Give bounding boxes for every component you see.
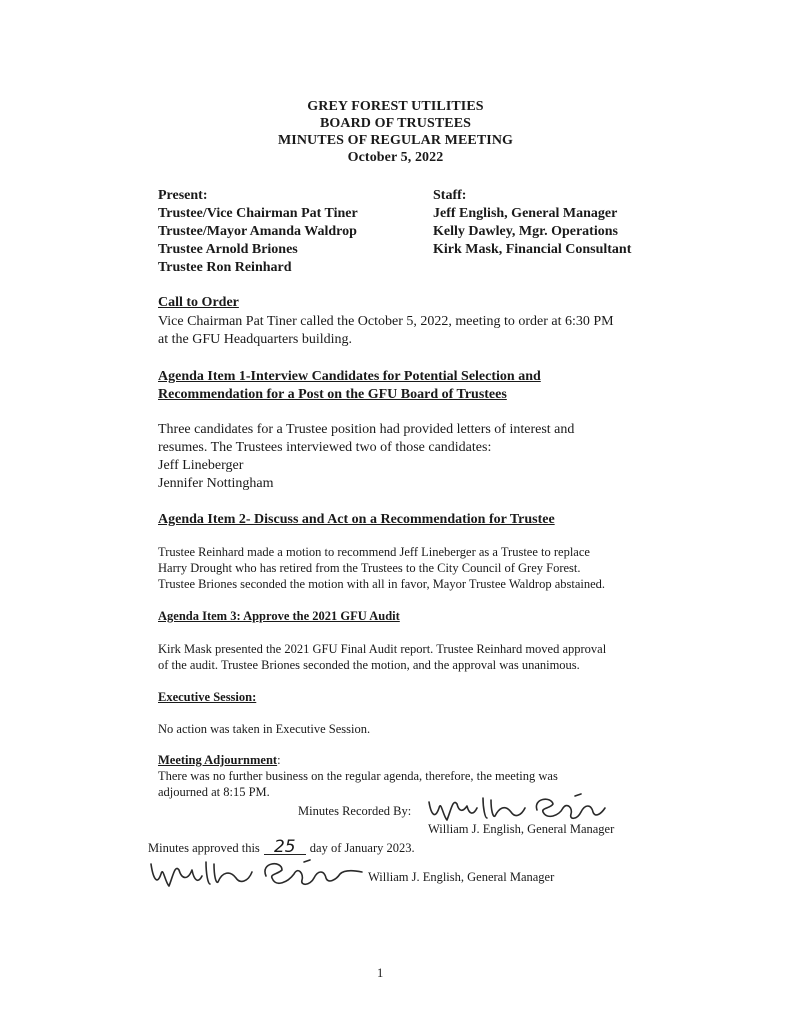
adjournment-heading: Meeting Adjournment: [158, 753, 278, 767]
adjournment-text: adjourned at 8:15 PM.: [158, 785, 270, 799]
agenda2-heading: Agenda Item 2- Discuss and Act on a Recommendation for Trustee: [158, 512, 555, 527]
present-heading: Present:: [158, 188, 208, 203]
approval-suffix: day of January 2023.: [309, 841, 415, 855]
approval-signer: William J. English, General Manager: [368, 870, 555, 884]
agenda2-text: Trustee Briones seconded the motion with all in favor, Mayor Trustee Waldrop abstained.: [158, 577, 606, 591]
present-member: Trustee/Vice Chairman Pat Tiner: [158, 206, 358, 221]
agenda3-heading: Agenda Item 3: Approve the 2021 GFU Audit: [158, 609, 400, 623]
agenda3-text: Kirk Mask presented the 2021 GFU Final Audit report. Trustee Reinhard moved approval: [158, 642, 607, 656]
staff-heading: Staff:: [433, 188, 467, 203]
doc-title: MINUTES OF REGULAR MEETING: [277, 133, 514, 148]
agenda1-heading: Agenda Item 1-Interview Candidates for Potential Selection and: [158, 369, 541, 384]
recorded-by-label: Minutes Recorded By:: [298, 804, 412, 818]
call-to-order-text: at the GFU Headquarters building.: [158, 332, 353, 347]
approval-prefix: Minutes approved this: [148, 841, 260, 855]
adjournment-colon: :: [277, 753, 281, 767]
recorded-by-signer: William J. English, General Manager: [428, 822, 615, 836]
staff-member: Kirk Mask, Financial Consultant: [433, 242, 632, 257]
approval-line: [148, 837, 415, 857]
present-member: Trustee Ron Reinhard: [158, 260, 292, 275]
staff-member: Kelly Dawley, Mgr. Operations: [433, 224, 618, 239]
board-title: BOARD OF TRUSTEES: [319, 116, 472, 131]
agenda1-text: Three candidates for a Trustee position had provided letters of interest and: [158, 422, 575, 437]
adjournment-heading-row: [158, 753, 281, 768]
agenda2-text: Harry Drought who has retired from the Trustees to the City Council of Grey Forest.: [158, 561, 581, 575]
signature-approved: [148, 856, 368, 890]
call-to-order-heading: Call to Order: [158, 295, 239, 310]
present-member: Trustee Arnold Briones: [158, 242, 298, 257]
approval-day: 25: [264, 840, 306, 855]
executive-text: No action was taken in Executive Session.: [158, 722, 371, 736]
staff-member: Jeff English, General Manager: [433, 206, 618, 221]
agenda2-text: Trustee Reinhard made a motion to recommend Jeff Lineberger as a Trustee to replace: [158, 545, 590, 559]
meeting-date: October 5, 2022: [347, 150, 444, 165]
adjournment-text: There was no further business on the regular agenda, therefore, the meeting was: [158, 769, 558, 783]
signature-recorded: [425, 790, 635, 824]
agenda3-text: of the audit. Trustee Briones seconded the motion, and the approval was unanimous.: [158, 658, 580, 672]
page-number: 1: [377, 966, 384, 980]
present-member: Trustee/Mayor Amanda Waldrop: [158, 224, 357, 239]
call-to-order-text: Vice Chairman Pat Tiner called the October 5, 2022, meeting to order at 6:30 PM: [158, 314, 614, 329]
candidate-name: Jennifer Nottingham: [158, 476, 274, 491]
agenda1-text: resumes. The Trustees interviewed two of those candidates:: [158, 440, 492, 455]
candidate-name: Jeff Lineberger: [158, 458, 244, 473]
agenda1-heading: Recommendation for a Post on the GFU Board of Trustees: [158, 387, 507, 402]
executive-heading: Executive Session:: [158, 690, 257, 704]
org-title: GREY FOREST UTILITIES: [307, 99, 484, 114]
